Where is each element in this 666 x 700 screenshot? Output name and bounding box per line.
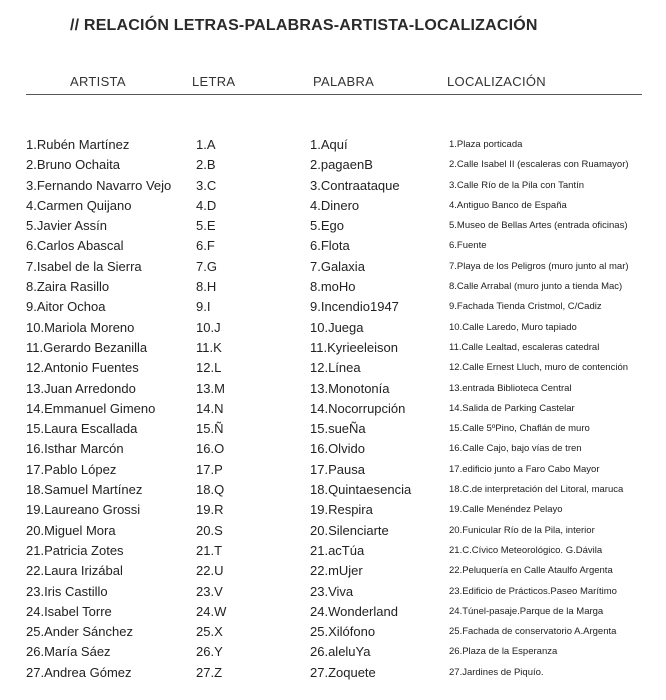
cell-letra: 26.Y <box>196 644 223 660</box>
cell-artista: 9.Aitor Ochoa <box>26 299 106 315</box>
table-row <box>0 622 666 642</box>
table-row <box>0 480 666 500</box>
cell-artista: 4.Carmen Quijano <box>26 197 132 213</box>
cell-palabra: 14.Nocorrupción <box>310 400 406 416</box>
table-row <box>0 135 666 155</box>
cell-artista: 20.Miguel Mora <box>26 522 116 538</box>
cell-letra: 13.M <box>196 380 225 396</box>
table-row <box>0 602 666 622</box>
cell-artista: 17.Pablo López <box>26 461 117 477</box>
cell-letra: 16.O <box>196 441 225 457</box>
cell-letra: 1.A <box>196 137 216 152</box>
cell-letra: 21.T <box>196 542 223 558</box>
cell-artista: 23.Iris Castillo <box>26 583 108 599</box>
cell-letra: 4.D <box>196 197 217 213</box>
cell-artista: 14.Emmanuel Gimeno <box>26 400 156 416</box>
cell-palabra: 18.Quintaesencia <box>310 482 412 498</box>
cell-localizacion: 5.Museo de Bellas Artes (entrada oficinas) <box>449 220 628 232</box>
table-row <box>0 521 666 541</box>
cell-palabra: 9.Incendio1947 <box>310 299 399 315</box>
table-row <box>0 196 666 216</box>
cell-artista: 26.María Sáez <box>26 644 111 660</box>
cell-palabra: 15.sueÑa <box>310 421 366 437</box>
table-row <box>0 582 666 602</box>
cell-localizacion: 18.C.de interpretación del Litoral, maruca <box>449 484 624 496</box>
cell-letra: 3.C <box>196 177 217 193</box>
cell-letra: 10.J <box>196 319 221 335</box>
cell-localizacion: 12.Calle Ernest Lluch, muro de contención <box>449 362 629 374</box>
cell-artista: 1.Rubén Martínez <box>26 137 130 152</box>
cell-artista: 3.Fernando Navarro Vejo <box>26 177 172 193</box>
cell-artista: 12.Antonio Fuentes <box>26 360 139 376</box>
cell-letra: 20.S <box>196 522 223 538</box>
table-row <box>0 277 666 297</box>
cell-localizacion: 13.entrada Biblioteca Central <box>449 382 572 394</box>
cell-localizacion: 9.Fachada Tienda Cristmol, C/Cadiz <box>449 301 602 313</box>
table-row <box>0 663 666 683</box>
cell-palabra: 5.Ego <box>310 218 344 234</box>
cell-artista: 10.Mariola Moreno <box>26 319 135 335</box>
cell-artista: 2.Bruno Ochaita <box>26 157 120 173</box>
cell-localizacion: 24.Túnel-pasaje.Parque de la Marga <box>449 605 604 617</box>
cell-palabra: 4.Dinero <box>310 197 360 213</box>
cell-letra: 11.K <box>196 339 222 355</box>
table-row <box>0 297 666 317</box>
cell-localizacion: 3.Calle Río de la Pila con Tantín <box>449 179 585 191</box>
cell-palabra: 27.Zoquete <box>310 664 376 680</box>
cell-localizacion: 2.Calle Isabel II (escaleras con Ruamayor) <box>449 159 629 171</box>
cell-artista: 19.Laureano Grossi <box>26 502 141 518</box>
cell-palabra: 23.Viva <box>310 583 354 599</box>
table-row <box>0 399 666 419</box>
cell-localizacion: 8.Calle Arrabal (muro junto a tienda Mac) <box>449 281 623 293</box>
cell-palabra: 8.moHo <box>310 279 356 295</box>
table-row <box>0 500 666 520</box>
cell-artista: 7.Isabel de la Sierra <box>26 258 142 274</box>
cell-palabra: 17.Pausa <box>310 461 365 477</box>
column-header-letra: LETRA <box>192 74 236 89</box>
cell-localizacion: 4.Antiguo Banco de España <box>449 199 567 211</box>
cell-palabra: 2.pagaenB <box>310 157 373 173</box>
cell-letra: 14.N <box>196 400 224 416</box>
table-row <box>0 318 666 338</box>
cell-artista: 27.Andrea Gómez <box>26 664 132 680</box>
cell-palabra: 16.Olvido <box>310 441 365 457</box>
table-row <box>0 541 666 561</box>
cell-localizacion: 11.Calle Lealtad, escaleras catedral <box>449 341 600 353</box>
table-row <box>0 155 666 175</box>
cell-palabra: 24.Wonderland <box>310 603 398 619</box>
cell-localizacion: 27.Jardines de Piquío. <box>449 666 544 678</box>
cell-letra: 17.P <box>196 461 223 477</box>
cell-localizacion: 17.edificio junto a Faro Cabo Mayor <box>449 463 600 475</box>
cell-letra: 9.I <box>196 299 211 315</box>
cell-letra: 18.Q <box>196 482 225 498</box>
cell-artista: 24.Isabel Torre <box>26 603 112 619</box>
cell-localizacion: 25.Fachada de conservatorio A.Argenta <box>449 626 617 638</box>
cell-localizacion: 16.Calle Cajo, bajo vías de tren <box>449 443 582 455</box>
cell-palabra: 19.Respira <box>310 502 373 518</box>
cell-localizacion: 14.Salida de Parking Castelar <box>449 402 575 414</box>
table-body <box>0 135 666 683</box>
cell-artista: 16.Isthar Marcón <box>26 441 124 457</box>
cell-localizacion: 26.Plaza de la Esperanza <box>449 646 558 658</box>
table-row <box>0 642 666 662</box>
cell-palabra: 25.Xilófono <box>310 624 376 640</box>
cell-localizacion: 22.Peluquería en Calle Ataulfo Argenta <box>449 565 613 577</box>
table-row <box>0 379 666 399</box>
table-row <box>0 338 666 358</box>
cell-localizacion: 10.Calle Laredo, Muro tapiado <box>449 321 577 333</box>
cell-palabra: 11.Kyrieeleison <box>310 339 398 355</box>
cell-letra: 15.Ñ <box>196 421 224 437</box>
cell-artista: 8.Zaira Rasillo <box>26 279 110 295</box>
page-title: // RELACIÓN LETRAS-PALABRAS-ARTISTA-LOCALIZACIÓN <box>70 17 538 34</box>
cell-palabra: 22.mUjer <box>310 563 363 579</box>
cell-letra: 8.H <box>196 279 217 295</box>
table-row <box>0 561 666 581</box>
table-row <box>0 419 666 439</box>
cell-letra: 19.R <box>196 502 224 518</box>
table-row <box>0 439 666 459</box>
cell-localizacion: 1.Plaza porticada <box>449 139 523 150</box>
cell-localizacion: 7.Playa de los Peligros (muro junto al mar) <box>449 260 629 272</box>
cell-palabra: 7.Galaxia <box>310 258 365 274</box>
cell-artista: 22.Laura Irizábal <box>26 563 123 579</box>
cell-letra: 12.L <box>196 360 222 376</box>
cell-letra: 6.F <box>196 238 215 254</box>
cell-letra: 23.V <box>196 583 223 599</box>
cell-letra: 2.B <box>196 157 216 173</box>
cell-palabra: 6.Flota <box>310 238 350 254</box>
table-row <box>0 257 666 277</box>
table-row <box>0 236 666 256</box>
cell-palabra: 20.Silenciarte <box>310 522 389 538</box>
cell-letra: 22.U <box>196 563 224 579</box>
cell-artista: 21.Patricia Zotes <box>26 542 124 558</box>
cell-artista: 18.Samuel Martínez <box>26 482 143 498</box>
cell-palabra: 1.Aquí <box>310 137 348 152</box>
table-row <box>0 216 666 236</box>
cell-artista: 11.Gerardo Bezanilla <box>26 339 148 355</box>
cell-palabra: 12.Línea <box>310 360 361 376</box>
cell-localizacion: 15.Calle 5ºPino, Chaflán de muro <box>449 423 590 435</box>
table-row <box>0 460 666 480</box>
cell-palabra: 10.Juega <box>310 319 364 335</box>
cell-letra: 24.W <box>196 603 227 619</box>
column-header-artista: ARTISTA <box>70 74 126 89</box>
cell-palabra: 3.Contraataque <box>310 177 400 193</box>
cell-letra: 5.E <box>196 218 216 234</box>
column-header-palabra: PALABRA <box>313 74 375 89</box>
cell-palabra: 21.acTúa <box>310 542 365 558</box>
cell-localizacion: 6.Fuente <box>449 240 487 252</box>
cell-localizacion: 20.Funicular Río de la Pila, interior <box>449 524 595 536</box>
cell-letra: 7.G <box>196 258 217 274</box>
table-row <box>0 358 666 378</box>
cell-artista: 25.Ander Sánchez <box>26 624 133 640</box>
column-header-localizacion: LOCALIZACIÓN <box>447 74 546 89</box>
cell-palabra: 26.aleluYa <box>310 644 371 660</box>
cell-localizacion: 23.Edificio de Prácticos.Paseo Marítimo <box>449 585 617 597</box>
header-divider <box>26 94 642 95</box>
cell-letra: 27.Z <box>196 664 223 680</box>
cell-artista: 5.Javier Assín <box>26 218 107 234</box>
cell-palabra: 13.Monotonía <box>310 380 390 396</box>
cell-artista: 13.Juan Arredondo <box>26 380 136 396</box>
cell-localizacion: 19.Calle Menéndez Pelayo <box>449 504 563 516</box>
cell-artista: 6.Carlos Abascal <box>26 238 124 254</box>
table-row <box>0 176 666 196</box>
cell-localizacion: 21.C.Cívico Meteorológico. G.Dávila <box>449 544 603 556</box>
cell-letra: 25.X <box>196 624 223 640</box>
cell-artista: 15.Laura Escallada <box>26 421 138 437</box>
